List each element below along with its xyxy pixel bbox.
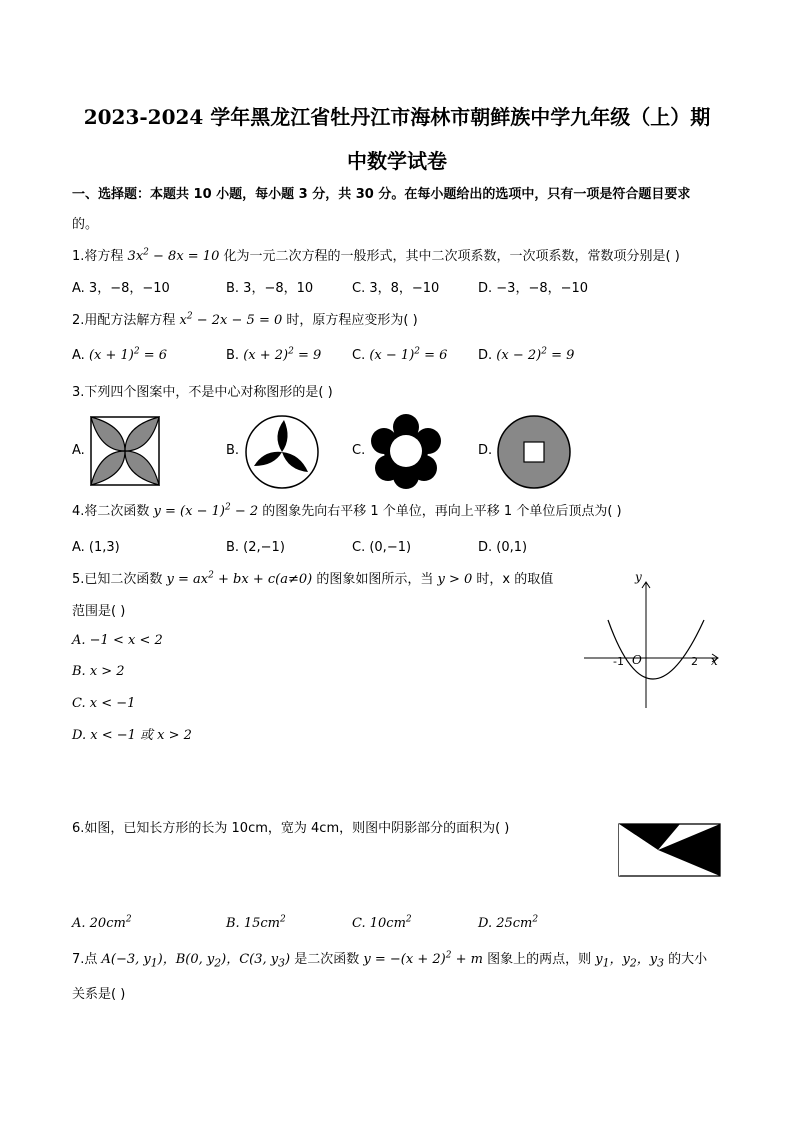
q5-option-c[interactable]: C. x < −1: [72, 696, 136, 711]
q6-option-c[interactable]: C. $10cm^2$: [352, 914, 412, 931]
q6-rectangle-figure: [618, 823, 722, 878]
section-header-line2: 的。: [72, 217, 99, 232]
q3-figure-b-three-blade-circle: [244, 414, 320, 490]
q3-option-d-label[interactable]: D.: [478, 443, 493, 458]
section-header-line1: 一、选择题：本题共 10 小题，每小题 3 分，共 30 分。在每小题给出的选项中，只有一项是符合题目要求: [72, 187, 691, 202]
q5-stem: 5.已知二次函数 $y = ax^2$ + bx + c(a≠0) 的图象如图所示，当 y > 0 时，x 的取值: [72, 570, 554, 587]
page-title-line1: 2023-2024 学年黑龙江省牡丹江市海林市朝鲜族中学九年级（上）期: [83, 105, 711, 129]
q6-stem: 6.如图，已知长方形的长为 10cm，宽为 4cm，则图中阴影部分的面积为( ): [72, 821, 510, 836]
q1-option-c[interactable]: C. 3，8，−10: [352, 281, 440, 296]
q4-stem: 4.将二次函数 $y = (x - 1)^2 - 2$ 的图象先向右平移 1 个单位，再向上平移 1 个单位后顶点为( ): [72, 502, 622, 519]
q5-graph-origin-label: O: [632, 653, 642, 667]
q3-option-b-label[interactable]: B.: [226, 443, 240, 458]
q6-option-d[interactable]: D. $25cm^2$: [478, 914, 539, 931]
q5-stem-line2: 范围是( ): [72, 604, 126, 619]
q4-option-c[interactable]: C. (0,−1): [352, 540, 412, 555]
q6-option-a[interactable]: A. $20cm^2$: [72, 914, 132, 931]
q5-graph-left-root: -1: [613, 655, 624, 668]
q4-option-b[interactable]: B. (2,−1): [226, 540, 285, 555]
q2-option-d[interactable]: D. $(x - 2)^2 = 9$: [478, 346, 575, 363]
q1-stem: 1.将方程 $3x^2 - 8x = 10$ 化为一元二次方程的一般形式，其中二次项系数，一次项系数，常数项分别是( ): [72, 247, 680, 264]
q1-option-a[interactable]: A. 3，−8，−10: [72, 281, 170, 296]
q6-option-b[interactable]: B. $15cm^2$: [226, 914, 286, 931]
q5-graph-x-label: x: [711, 654, 718, 668]
q3-option-c-label[interactable]: C.: [352, 443, 366, 458]
q2-option-c[interactable]: C. $(x - 1)^2 = 6$: [352, 346, 448, 363]
q5-graph-right-root: 2: [691, 655, 698, 668]
q3-stem: 3.下列四个图案中，不是中心对称图形的是( ): [72, 385, 333, 400]
q5-parabola-graph: [580, 568, 725, 713]
q2-stem: 2.用配方法解方程 $x^2 - 2x - 5 = 0$ 时，原方程应变形为( ): [72, 311, 418, 328]
q4-option-d[interactable]: D. (0,1): [478, 540, 528, 555]
q5-graph-y-label: y: [635, 570, 642, 584]
q5-option-a[interactable]: A. −1 < x < 2: [72, 633, 163, 648]
q5-option-d[interactable]: D. x < −1 或 x > 2: [72, 728, 192, 743]
q1-option-d[interactable]: D. −3，−8，−10: [478, 281, 589, 296]
q1-option-b[interactable]: B. 3，−8，10: [226, 281, 314, 296]
q5-option-b[interactable]: B. x > 2: [72, 664, 125, 679]
q7-stem-line2: 关系是( ): [72, 987, 126, 1002]
q3-figure-a-four-petal-square: [90, 416, 160, 486]
q2-option-b[interactable]: B. $(x + 2)^2 = 9$: [226, 346, 322, 363]
page-title-line2: 中数学试卷: [347, 149, 447, 173]
q4-option-a[interactable]: A. (1,3): [72, 540, 120, 555]
q2-option-a[interactable]: A. $(x + 1)^2 = 6$: [72, 346, 168, 363]
q7-stem: 7.点 A(−3, $y_1$)，B(0, $y_2$)，C(3, $y_3$) 是二次函数 $y = -(x + 2)^2 + m$ 图象上的两点，则 $y_1$，$y_2$，$y_3$ 的大小: [72, 950, 708, 970]
q3-figure-c-flower: [368, 412, 444, 490]
q3-option-a-label[interactable]: A.: [72, 443, 85, 458]
q3-figure-d-coin: [496, 414, 572, 490]
